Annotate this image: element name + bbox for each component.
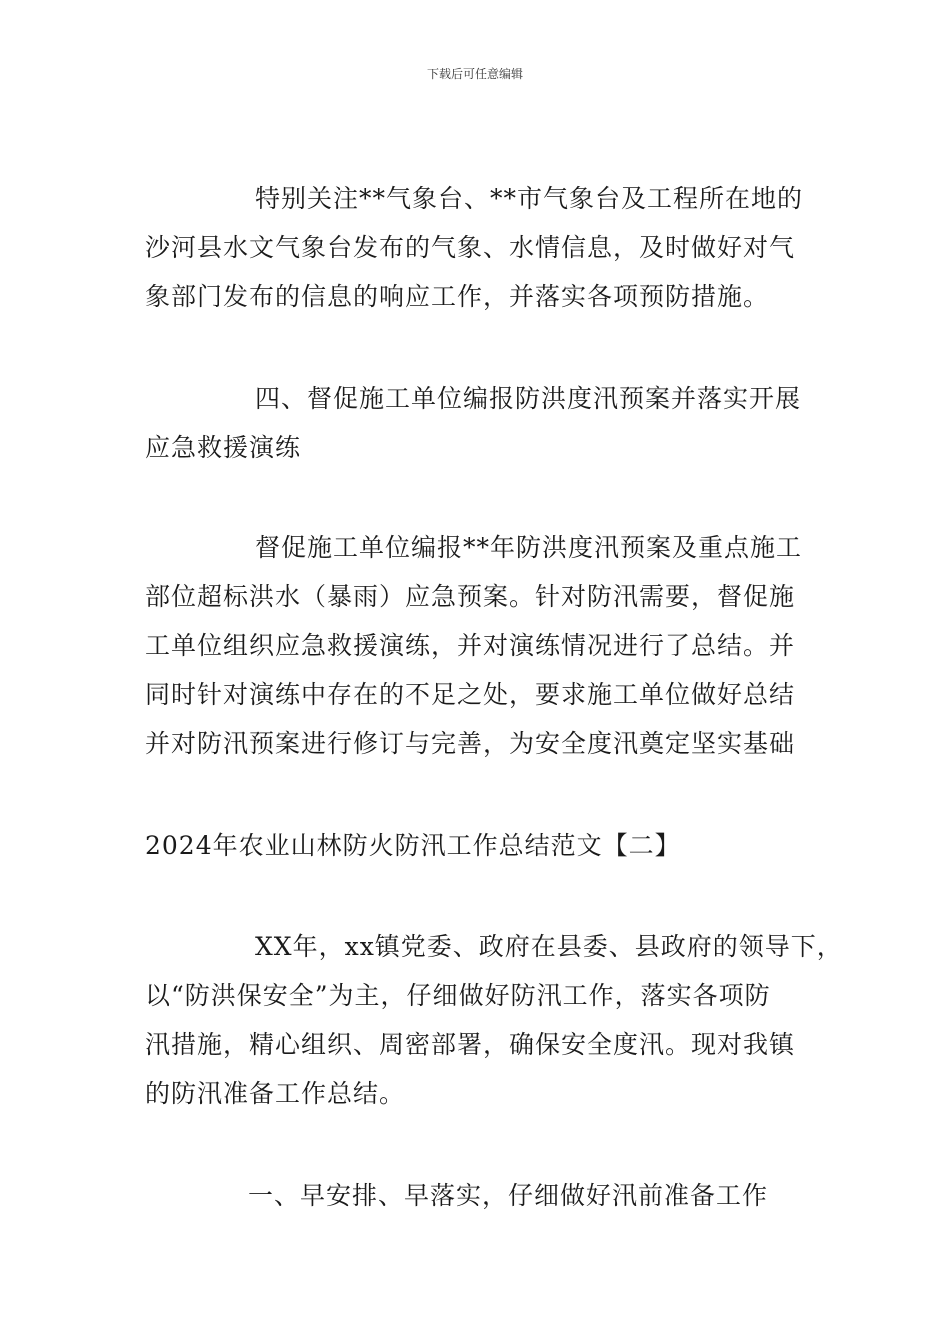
- text-line: XX年，xx镇党委、政府在县委、县政府的领导下，: [255, 932, 843, 961]
- text-line: 并对防汛预案进行修订与完善，为安全度汛奠定坚实基础: [145, 729, 796, 758]
- paragraph-emergency-plan: [145, 523, 825, 768]
- page-header-note: 下载后可任意编辑: [426, 67, 523, 81]
- text-line: 应急救援演练: [145, 433, 302, 462]
- text-line: 部位超标洪水（暴雨）应急预案。针对防汛需要，督促施: [145, 582, 796, 611]
- text-line: 的防汛准备工作总结。: [145, 1079, 406, 1108]
- text-line: 同时针对演练中存在的不足之处，要求施工单位做好总结: [145, 680, 796, 709]
- text-line: 2024年农业山林防火防汛工作总结范文【二】: [145, 831, 681, 860]
- section-heading-four: [145, 374, 825, 472]
- text-line: 督促施工单位编报**年防洪度汛预案及重点施工: [255, 533, 803, 562]
- text-line: 象部门发布的信息的响应工作，并落实各项预防措施。: [145, 282, 770, 311]
- text-line: 一、早安排、早落实，仔细做好汛前准备工作: [248, 1181, 769, 1210]
- text-line: 工单位组织应急救援演练，并对演练情况进行了总结。并: [145, 631, 796, 660]
- paragraph-town-summary: [145, 922, 843, 1118]
- section-heading-one: [145, 1171, 825, 1220]
- text-line: 汛措施，精心组织、周密部署，确保安全度汛。现对我镇: [145, 1030, 796, 1059]
- text-line: 特别关注**气象台、**市气象台及工程所在地的: [255, 184, 804, 213]
- text-line: 沙河县水文气象台发布的气象、水情信息，及时做好对气: [145, 233, 796, 262]
- text-line: 四、督促施工单位编报防洪度汛预案并落实开展: [255, 384, 802, 413]
- document-title-two: [145, 821, 825, 870]
- paragraph-weather-monitoring: [145, 174, 825, 321]
- text-line: 以“防洪保安全”为主，仔细做好防汛工作，落实各项防: [145, 981, 771, 1010]
